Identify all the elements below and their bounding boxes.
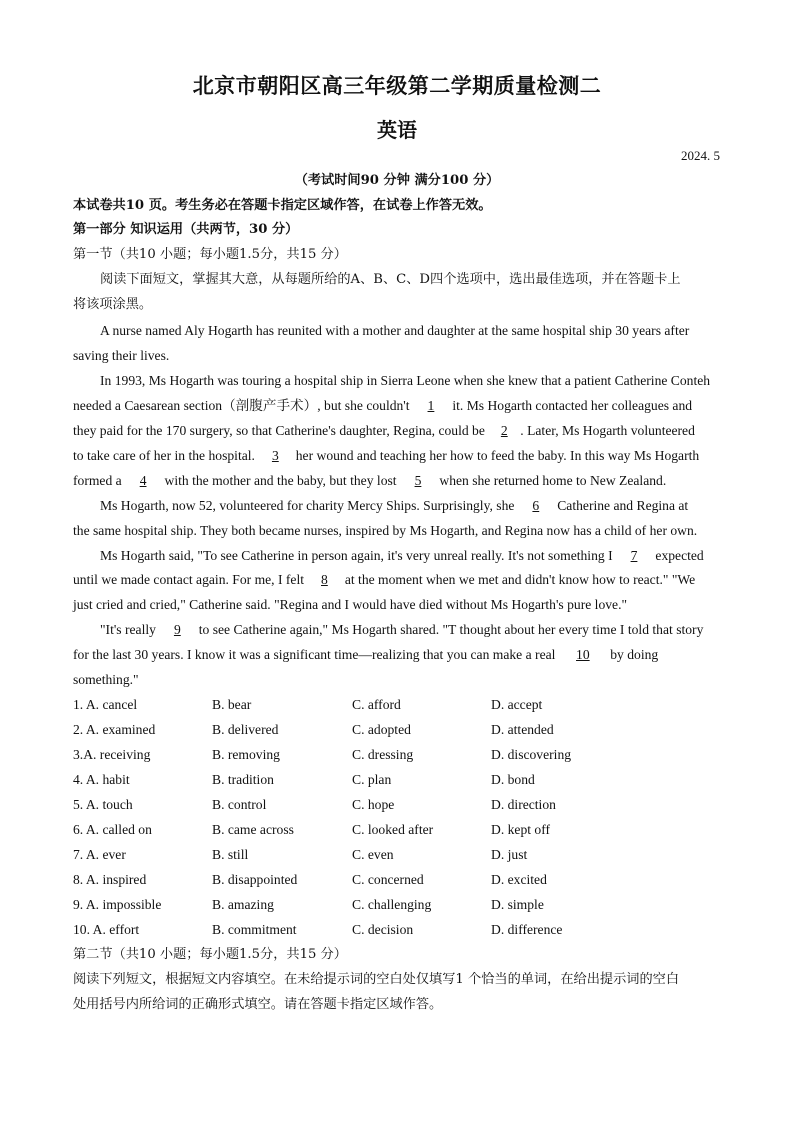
option-b: B. removing: [212, 747, 280, 762]
option-b: B. disappointed: [212, 872, 298, 887]
passage-text: with the mother and the baby, but they lost: [164, 473, 397, 488]
passage-text: when she returned home to New Zealand.: [439, 473, 667, 488]
blank-5: 5: [414, 473, 422, 488]
passage-line: just cried and cried," Catherine said. "Regina and I would have died without Ms Hogarth's pure love.": [73, 597, 628, 612]
passage-line: the same hospital ship. They both became nurses, inspired by Ms Hogarth, and Regina now has a child of her own.: [73, 523, 698, 538]
option-b: B. came across: [212, 822, 294, 837]
option-c: C. looked after: [352, 822, 434, 837]
blank-7: 7: [630, 548, 638, 563]
option-d: D. attended: [491, 722, 554, 737]
passage-text: needed a Caesarean section（剖腹产手术）, but she couldn't: [73, 398, 410, 413]
option-a: 8. A. inspired: [73, 872, 147, 887]
passage-line: [73, 398, 723, 414]
option-d: D. difference: [491, 922, 563, 937]
passage-text: Ms Hogarth said, "To see Catherine in person again, it's very unreal really. It's not something I: [100, 548, 613, 563]
option-d: D. accept: [491, 697, 543, 712]
exam-date: 2024. 5: [681, 148, 720, 163]
option-c: C. adopted: [352, 722, 411, 737]
option-c: C. plan: [352, 772, 392, 787]
option-a: 5. A. touch: [73, 797, 133, 812]
blank-8: 8: [321, 572, 328, 587]
passage-line: [73, 647, 723, 663]
option-b: B. still: [212, 847, 249, 862]
option-a: 10. A. effort: [73, 922, 140, 937]
passage-line: A nurse named Aly Hogarth has reunited with a mother and daughter at the same hospital ship 30 years after: [100, 323, 690, 338]
exam-info: （考试时间90 分钟 满分100 分）: [294, 173, 500, 188]
passage-line: [73, 473, 723, 489]
passage-line: [73, 572, 723, 588]
passage-text: for the last 30 years. I know it was a significant time—realizing that you can make a real: [73, 647, 556, 662]
passage-text: they paid for the 170 surgery, so that Catherine's daughter, Regina, could be: [73, 423, 485, 438]
passage-line: [73, 448, 723, 464]
exam-title: 北京市朝阳区高三年级第二学期质量检测二: [192, 73, 602, 98]
option-d: D. bond: [491, 772, 535, 787]
option-c: C. afford: [352, 697, 401, 712]
option-b: B. bear: [212, 697, 252, 712]
blank-1: 1: [427, 398, 435, 413]
section1-heading: 第一节（共10 小题；每小题1.5分，共15 分）: [73, 247, 347, 262]
option-a: 7. A. ever: [73, 847, 126, 862]
blank-10: 10: [576, 647, 590, 662]
section2-instructions: 阅读下列短文，根据短文内容填空。在未给提示词的空白处仅填写1 个恰当的单词，在给出提示词的空白: [73, 972, 680, 987]
section1-instructions: 阅读下面短文，掌握其大意，从每题所给的A、B、C、D四个选项中，选出最佳选项，并在答题卡上: [100, 272, 681, 287]
blank-2: 2: [500, 423, 508, 438]
option-d: D. kept off: [491, 822, 551, 837]
passage-text: to take care of her in the hospital.: [73, 448, 255, 463]
option-b: B. tradition: [212, 772, 274, 787]
option-c: C. dressing: [352, 747, 414, 762]
option-a: 2. A. examined: [73, 722, 156, 737]
option-d: D. just: [491, 847, 528, 862]
passage-line: [100, 548, 722, 564]
option-a: 1. A. cancel: [73, 697, 138, 712]
option-a: 9. A. impossible: [73, 897, 162, 912]
passage-text: Ms Hogarth, now 52, volunteered for charity Mercy Ships. Surprisingly, she: [100, 498, 515, 513]
passage-line: [73, 423, 723, 439]
passage-text: "It's really: [100, 622, 156, 637]
option-a: 4. A. habit: [73, 772, 130, 787]
option-c: C. even: [352, 847, 394, 862]
blank-9: 9: [173, 622, 181, 637]
option-b: B. delivered: [212, 722, 279, 737]
passage-text: expected: [655, 548, 704, 563]
passage-line: saving their lives.: [73, 348, 170, 363]
passage-text: her wound and teaching her how to feed the baby. In this way Ms Hogarth: [295, 448, 700, 463]
passage-text: at the moment when we met and didn't know how to react." "We: [344, 572, 696, 587]
part1-heading: 第一部分 知识运用（共两节，30 分）: [73, 222, 299, 237]
option-a: 3.A. receiving: [73, 747, 151, 762]
option-d: D. excited: [491, 872, 547, 887]
option-b: B. amazing: [212, 897, 274, 912]
passage-line: [100, 622, 722, 638]
passage-text: to see Catherine again," Ms Hogarth shared. "T thought about her every time I told that story: [198, 622, 704, 637]
passage-text: until we made contact again. For me, I felt: [73, 572, 305, 587]
option-c: C. decision: [352, 922, 414, 937]
passage-text: it. Ms Hogarth contacted her colleagues and: [452, 398, 693, 413]
notice: 本试卷共10 页。考生务必在答题卡指定区域作答，在试卷上作答无效。: [73, 198, 492, 213]
option-d: D. discovering: [491, 747, 572, 762]
passage-line: In 1993, Ms Hogarth was touring a hospital ship in Sierra Leone when she knew that a patient Catherine Conteh: [100, 373, 711, 388]
subject-title: 英语: [377, 118, 417, 142]
passage-line: [100, 498, 722, 514]
blank-4: 4: [139, 473, 147, 488]
blank-6: 6: [532, 498, 540, 513]
option-c: C. challenging: [352, 897, 432, 912]
section2-instructions-cont: 处用括号内所给词的正确形式填空。请在答题卡指定区域作答。: [73, 997, 443, 1012]
option-d: D. direction: [491, 797, 556, 812]
section1-instructions-cont: 将该项涂黑。: [73, 297, 153, 312]
option-b: B. commitment: [212, 922, 297, 937]
passage-text: Catherine and Regina at: [557, 498, 689, 513]
passage-text: . Later, Ms Hogarth volunteered: [520, 423, 695, 438]
option-b: B. control: [212, 797, 267, 812]
passage-text: formed a: [73, 473, 122, 488]
passage-text: by doing: [610, 647, 659, 662]
option-d: D. simple: [491, 897, 544, 912]
passage-line: something.": [73, 672, 139, 687]
option-c: C. concerned: [352, 872, 424, 887]
blank-3: 3: [271, 448, 279, 463]
option-c: C. hope: [352, 797, 395, 812]
option-a: 6. A. called on: [73, 822, 152, 837]
section2-heading: 第二节（共10 小题；每小题1.5分，共15 分）: [73, 947, 347, 962]
